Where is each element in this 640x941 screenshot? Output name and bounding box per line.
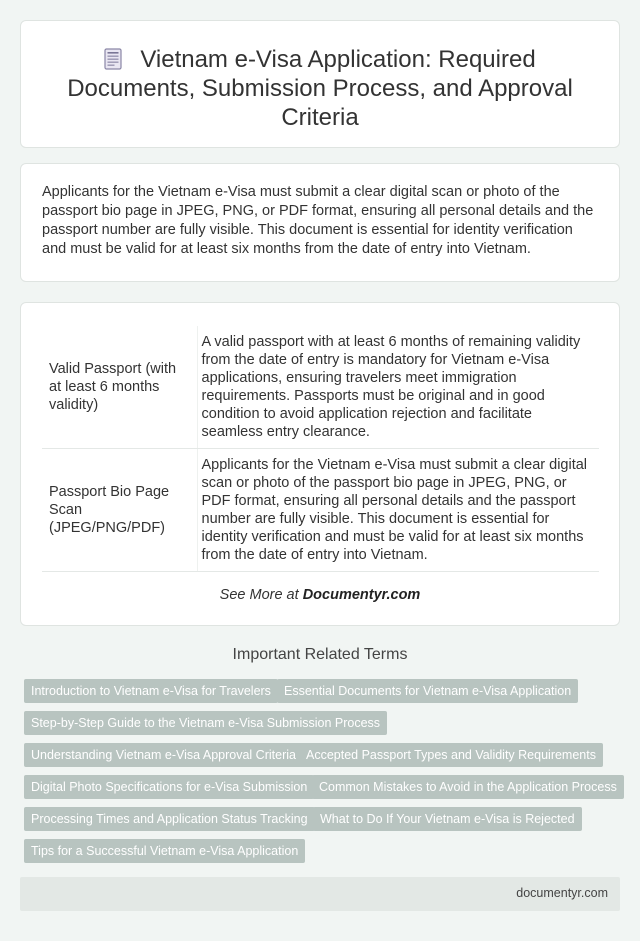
- related-term-tag[interactable]: Tips for a Successful Vietnam e-Visa Application: [24, 839, 305, 863]
- related-term-tag[interactable]: Accepted Passport Types and Validity Requirements: [299, 743, 603, 767]
- intro-paragraph: Applicants for the Vietnam e-Visa must submit a clear digital scan or photo of the passport bio page in JPEG, PNG, or PDF format, ensuring all personal details and the passport number are fully visible. This document is essential for identity verification and must be valid for at least six months from the date of entry into Vietnam.: [42, 184, 594, 257]
- see-more-prefix: See More at: [219, 587, 299, 603]
- related-term-tag[interactable]: Essential Documents for Vietnam e-Visa Application: [277, 679, 578, 703]
- documents-card: [20, 302, 620, 626]
- document-icon: [104, 48, 122, 70]
- intro-card: [20, 163, 620, 282]
- related-terms-heading: Important Related Terms: [232, 646, 408, 663]
- footer: [20, 877, 620, 911]
- see-more-line: [21, 587, 619, 603]
- related-term-tag[interactable]: Introduction to Vietnam e-Visa for Travelers: [24, 679, 278, 703]
- footer-site[interactable]: documentyr.com: [516, 886, 608, 900]
- related-term-tag[interactable]: Understanding Vietnam e-Visa Approval Criteria: [24, 743, 303, 767]
- document-label: Passport Bio Page Scan (JPEG/PNG/PDF): [42, 449, 197, 572]
- title-card: [20, 20, 620, 148]
- related-term-tag[interactable]: Step-by-Step Guide to the Vietnam e-Visa Submission Process: [24, 711, 387, 735]
- related-term-tag[interactable]: Digital Photo Specifications for e-Visa Submission: [24, 775, 314, 799]
- page-title: [41, 45, 599, 132]
- page-title-text: Vietnam e-Visa Application: Required Documents, Submission Process, and Approval Criteria: [67, 46, 573, 131]
- document-description: Applicants for the Vietnam e-Visa must submit a clear digital scan or photo of the passport bio page in JPEG, PNG, or PDF format, ensuring all personal details and the passport number are fully visible. This document is essential for identity verification and must be valid for at least six months from the date of entry into Vietnam.: [197, 449, 599, 572]
- related-term-tag[interactable]: What to Do If Your Vietnam e-Visa is Rejected: [313, 807, 582, 831]
- table-row: [42, 326, 599, 449]
- documents-table: [42, 326, 599, 572]
- table-row: [42, 449, 599, 572]
- document-label: Valid Passport (with at least 6 months validity): [42, 326, 197, 449]
- see-more-link[interactable]: Documentyr.com: [302, 587, 421, 603]
- related-term-tag[interactable]: Processing Times and Application Status Tracking: [24, 807, 315, 831]
- related-term-tag[interactable]: Common Mistakes to Avoid in the Application Process: [312, 775, 624, 799]
- document-description: A valid passport with at least 6 months of remaining validity from the date of entry is mandatory for Vietnam e-Visa applications, ensuring travelers meet immigration requirements. Passports must be original and in good condition to avoid application rejection and facilitate seamless entry clearance.: [197, 326, 599, 449]
